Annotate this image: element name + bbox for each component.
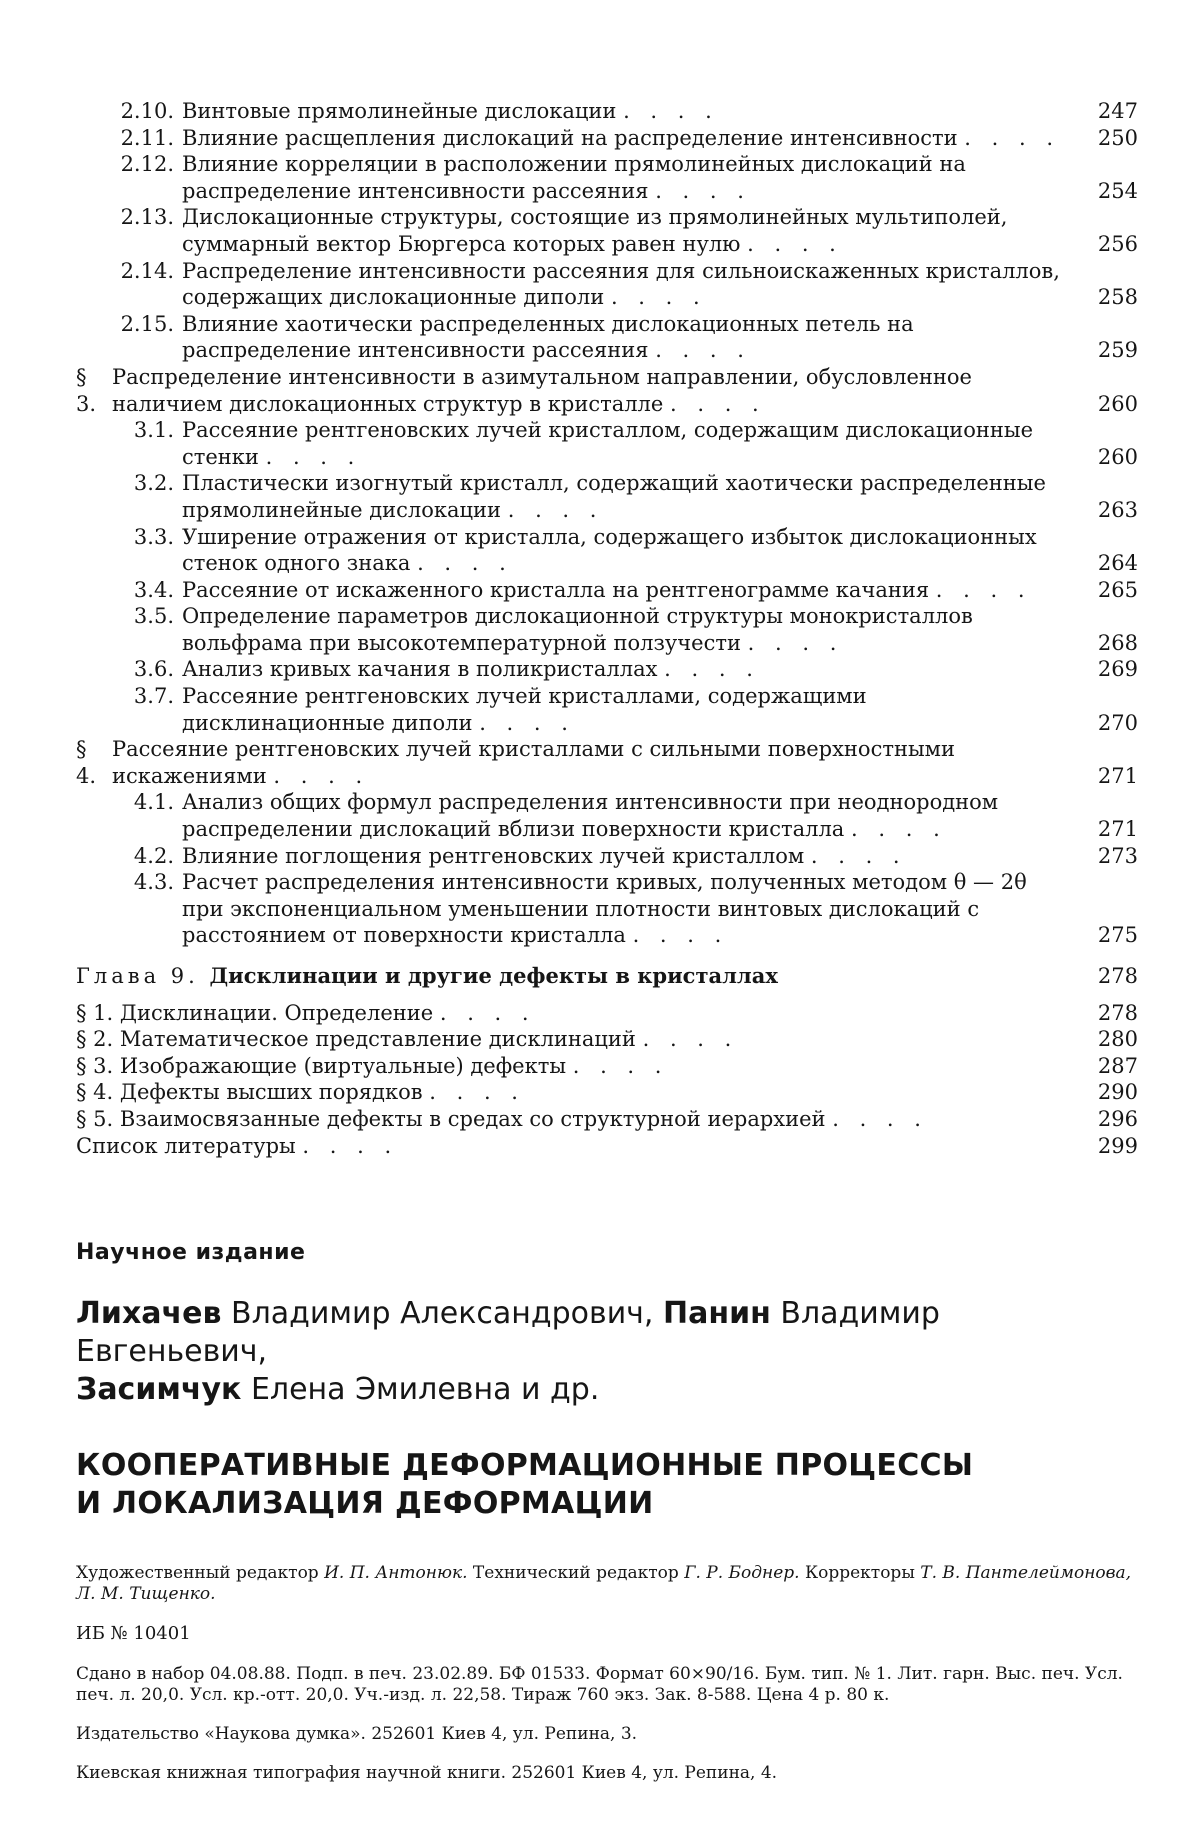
toc-entry	[76, 656, 1138, 683]
toc-entry-title: Влияние хаотически распределенных дислокационных петель на распределение интенсивности рассеяния . . . .	[182, 311, 914, 363]
toc-entry	[76, 258, 1138, 311]
toc-entry-number: 3.4.	[133, 577, 174, 602]
toc-entry-title: Распределение интенсивности рассеяния для сильноискаженных кристаллов, содержащих дислокационные диполи . . . .	[182, 258, 1060, 310]
toc-leader-dots: . . . .	[747, 231, 843, 256]
toc-leader-dots: . . . .	[632, 923, 729, 948]
toc-entry-title: § 2. Математическое представление дисклинаций . . . .	[76, 1027, 739, 1052]
toc-leader-dots: . . . .	[507, 497, 604, 522]
toc-page-number: 260	[1097, 391, 1138, 416]
toc-page-number: 273	[1097, 843, 1138, 868]
colophon	[76, 1240, 1136, 1802]
toc-leader-dots: . . . .	[610, 285, 707, 310]
toc-entry	[76, 311, 1138, 364]
toc-entry-number: 4.2.	[133, 843, 174, 868]
toc-leader-dots: . . . .	[439, 1000, 536, 1025]
chapter-prefix: Глава 9.	[76, 964, 210, 988]
toc-entry-title: Анализ общих формул распределения интенсивности при неоднородном распределении дислокаций вблизи поверхности кристалла . . . .	[182, 790, 999, 842]
toc-entry	[76, 603, 1138, 656]
series-label: Научное издание	[76, 1240, 306, 1265]
toc-entry-title: Влияние корреляции в расположении прямолинейных дислокаций на распределение интенсивности рассеяния . . . .	[182, 152, 966, 203]
toc-entry-title: Уширение отражения от кристалла, содержащего избыток дислокационных стенок одного знака . . . .	[182, 524, 1037, 576]
table-of-contents	[76, 98, 1138, 1159]
toc-entry-title: Анализ кривых качания в поликристаллах . . . .	[182, 657, 760, 682]
toc-entry	[76, 204, 1138, 257]
toc-entry	[76, 151, 1138, 204]
toc-entry	[76, 417, 1138, 470]
toc-entry-title: Рассеяние рентгеновских лучей кристаллами, содержащими дисклинационные диполи . . . .	[182, 684, 867, 735]
toc-entry	[76, 364, 1138, 417]
toc-page-number: 278	[1097, 964, 1138, 988]
toc-entry-number: 2.13.	[120, 205, 174, 230]
toc-page-number: 278	[1097, 1000, 1138, 1025]
toc-page-number: 260	[1097, 444, 1138, 469]
toc-page-number: 296	[1097, 1106, 1138, 1131]
toc-page-number: 265	[1097, 577, 1138, 602]
toc-entry	[76, 125, 1138, 152]
toc-entry-title: Рассеяние от искаженного кристалла на рентгенограмме качания . . . .	[182, 577, 1032, 602]
toc-entry-number: § 3.	[76, 364, 97, 416]
toc-page-number: 263	[1097, 497, 1138, 522]
toc-leader-dots: . . . .	[964, 125, 1061, 150]
toc-entry-title: § 3. Изображающие (виртуальные) дефекты . . . .	[76, 1053, 669, 1078]
toc-entry-number: 2.10.	[120, 99, 174, 123]
toc-entry-number: 2.14.	[120, 258, 174, 283]
toc-entry-title: Дислокационные структуры, состоящие из прямолинейных мультиполей, суммарный вектор Бюргерса которых равен нулю . . . .	[182, 205, 1008, 256]
toc-entry	[76, 1133, 1138, 1160]
toc-entry	[76, 843, 1138, 870]
toc-entry-title: Влияние расщепления дислокаций на распределение интенсивности . . . .	[182, 125, 1061, 150]
ib-number: ИБ № 10401	[76, 1623, 191, 1644]
toc-entry	[76, 1026, 1138, 1053]
toc-entry	[76, 1106, 1138, 1133]
author-2: Панин Владимир Евгеньевич,	[76, 1296, 940, 1369]
toc-page-number: 287	[1097, 1053, 1138, 1078]
toc-entry-title: § 4. Дефекты высших порядков . . . .	[76, 1080, 525, 1105]
toc-leader-dots: . . . .	[417, 551, 513, 576]
toc-page-number: 280	[1097, 1027, 1138, 1052]
toc-page-number: 269	[1097, 657, 1138, 682]
toc-entry	[76, 736, 1138, 789]
toc-page-number: 271	[1097, 763, 1138, 788]
toc-entry	[76, 577, 1138, 604]
toc-leader-dots: . . . .	[429, 1080, 525, 1105]
toc-entry-number: 4.1.	[133, 790, 174, 815]
author-1: Лихачев Владимир Александрович,	[76, 1296, 654, 1331]
toc-entry	[76, 1000, 1138, 1027]
toc-entry	[76, 524, 1138, 577]
toc-leader-dots: . . . .	[642, 1027, 739, 1052]
toc-entry-number: 3.5.	[133, 604, 174, 629]
toc-entry	[76, 1079, 1138, 1106]
toc-entry-number: 2.15.	[120, 311, 174, 336]
toc-chapter-heading	[76, 963, 1138, 990]
toc-leader-dots: . . . .	[479, 710, 575, 735]
toc-entry-number: 3.2.	[133, 471, 174, 496]
toc-entry-number: 3.3.	[133, 524, 174, 549]
toc-entry-title: § 5. Взаимосвязанные дефекты в средах со структурной иерархией . . . .	[76, 1106, 928, 1131]
toc-entry-title: Расчет распределения интенсивности кривых, полученных методом θ — 2θ при экспоненциальном уменьшении плотности винтовых дислокаций с расстоянием от поверхности кристалла . . . .	[182, 870, 1027, 948]
toc-leader-dots: . . . .	[302, 1133, 399, 1158]
toc-entry	[76, 789, 1138, 842]
book-title: КООПЕРАТИВНЫЕ ДЕФОРМАЦИОННЫЕ ПРОЦЕССЫ И ЛОКАЛИЗАЦИЯ ДЕФОРМАЦИИ	[76, 1448, 974, 1521]
toc-entry-number: 3.6.	[133, 657, 174, 682]
toc-leader-dots: . . . .	[810, 843, 907, 868]
toc-leader-dots: . . . .	[670, 391, 766, 416]
toc-leader-dots: . . . .	[935, 577, 1032, 602]
printer-info: Киевская книжная типография научной книги. 252601 Киев 4, ул. Репина, 4.	[76, 1763, 778, 1783]
toc-entry-title: Рассеяние рентгеновских лучей кристаллами с сильными поверхностными искажениями . . . .	[112, 737, 955, 788]
toc-page-number: 299	[1097, 1133, 1138, 1158]
toc-entry-number: 2.12.	[120, 152, 174, 177]
toc-page-number: 264	[1097, 551, 1138, 576]
author-3: Засимчук Елена Эмилевна и др.	[76, 1372, 600, 1407]
toc-entry-number: 3.1.	[133, 418, 174, 443]
toc-page-number: 256	[1097, 231, 1138, 256]
toc-entry-title: Распределение интенсивности в азимутальном направлении, обусловленное наличием дислокационных структур в кристалле . . . .	[112, 364, 972, 416]
toc-page-number: 271	[1097, 817, 1138, 842]
toc-entry-title: Винтовые прямолинейные дислокации . . . .	[182, 99, 719, 123]
toc-entry-title: Пластически изогнутый кристалл, содержащий хаотически распределенные прямолинейные дислокации . . . .	[182, 471, 1046, 522]
toc-leader-dots: . . . .	[273, 763, 370, 788]
toc-leader-dots: . . . .	[747, 630, 844, 655]
toc-leader-dots: . . . .	[655, 178, 751, 203]
toc-entry-number: 4.3.	[133, 870, 174, 895]
toc-entry-title: Список литературы . . . .	[76, 1133, 399, 1158]
toc-entry	[76, 470, 1138, 523]
toc-leader-dots: . . . .	[265, 444, 362, 469]
toc-entry-number: § 4.	[76, 737, 97, 788]
toc-entry-title: § 1. Дисклинации. Определение . . . .	[76, 1000, 536, 1025]
print-info: Сдано в набор 04.08.88. Подп. в печ. 23.02.89. БФ 01533. Формат 60×90/16. Бум. тип. № 1. Лит. гарн. Выс. печ. Усл. печ. л. 20,0. Усл. кр.-отт. 20,0. Уч.-изд. л. 22,58. Тираж 760 экз. Зак. 8-588. Цена 4 р. 80 к.	[76, 1664, 1123, 1705]
toc-page-number: 250	[1097, 125, 1138, 150]
toc-leader-dots: . . . .	[623, 99, 719, 123]
toc-entry-number: 3.7.	[133, 684, 174, 709]
toc-leader-dots: . . . .	[655, 338, 751, 363]
toc-entry-title: Определение параметров дислокационной структуры монокристаллов вольфрама при высокотемпературной ползучести . . . .	[182, 604, 973, 655]
toc-page-number: 270	[1097, 710, 1138, 735]
toc-leader-dots: . . . .	[832, 1106, 928, 1131]
toc-leader-dots: . . . .	[572, 1053, 669, 1078]
toc-entry	[76, 869, 1138, 949]
toc-leader-dots: . . . .	[664, 657, 760, 682]
toc-entry-title: Влияние поглощения рентгеновских лучей кристаллом . . . .	[182, 843, 907, 868]
editors-credit: Художественный редактор И. П. Антонюк. Технический редактор Г. Р. Боднер. Корректоры Т. В. Пантелеймонова, Л. М. Тищенко.	[76, 1563, 1132, 1604]
toc-entry	[76, 1053, 1138, 1080]
publisher-info: Издательство «Наукова думка». 252601 Киев 4, ул. Репина, 3.	[76, 1724, 638, 1744]
toc-entry	[76, 683, 1138, 736]
toc-page-number: 290	[1097, 1080, 1138, 1105]
toc-page-number: 275	[1097, 923, 1138, 948]
toc-leader-dots: . . . .	[851, 817, 947, 842]
toc-page-number: 254	[1097, 178, 1138, 203]
toc-page-number: 259	[1097, 338, 1138, 363]
chapter-title: Дисклинации и другие дефекты в кристаллах	[209, 963, 778, 988]
toc-page-number: 258	[1097, 285, 1138, 310]
authors-block	[76, 1295, 1136, 1409]
toc-page-number: 268	[1097, 630, 1138, 655]
toc-page-number: 247	[1097, 99, 1138, 123]
toc-entry-title: Рассеяние рентгеновских лучей кристаллом, содержащим дислокационные стенки . . . .	[182, 418, 1034, 469]
toc-entry-number: 2.11.	[120, 125, 174, 150]
toc-entry	[76, 98, 1138, 125]
